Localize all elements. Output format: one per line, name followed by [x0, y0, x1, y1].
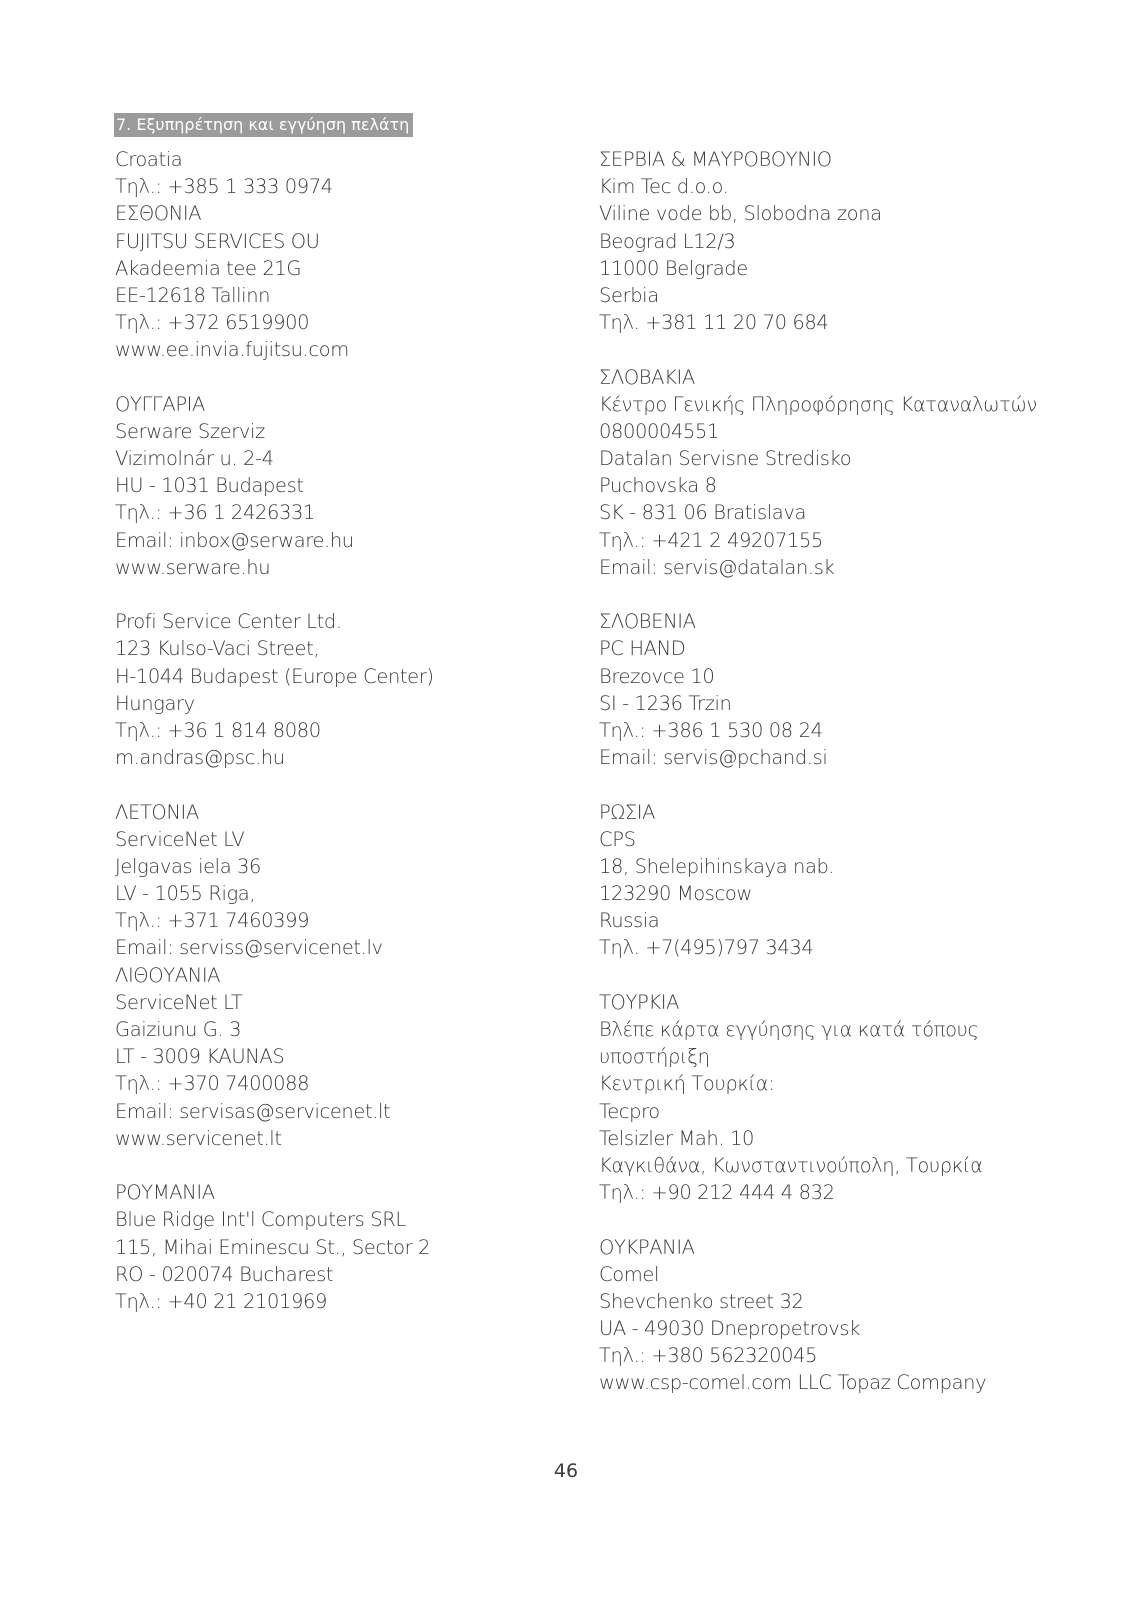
address-line: 18, Shelepihinskaya nab.	[599, 854, 835, 878]
address-line: Beograd L12/3	[599, 229, 736, 253]
address-line: ΟΥΓΓΑΡΙΑ	[115, 392, 205, 416]
address-line: HU - 1031 Budapest	[115, 474, 304, 498]
address-line: Puchovska 8	[599, 474, 717, 498]
address-line: Email: serviss@servicenet.lv	[115, 936, 383, 960]
address-line: Croatia	[115, 148, 183, 171]
spacer	[115, 771, 555, 798]
address-line: Kim Tec d.o.o.	[599, 175, 729, 199]
address-line: Email: inbox@serware.hu	[115, 528, 354, 552]
address-line: ΕΣΘΟΝΙΑ	[115, 202, 202, 226]
address-line: Τηλ.: +421 2 49207155	[599, 528, 823, 552]
address-line: ΡΟΥΜΑΝΙΑ	[115, 1181, 215, 1205]
address-line: Comel	[599, 1262, 659, 1286]
address-line: Τηλ.: +40 21 2101969	[115, 1289, 327, 1313]
address-line: Viline vode bb, Slobodna zona	[599, 202, 882, 226]
address-line: ΣΕΡΒΙΑ & ΜΑΥΡΟΒΟΥΝΙΟ	[599, 148, 832, 171]
spacer	[115, 1152, 555, 1179]
address-line: ServiceNet LV	[115, 827, 245, 851]
spacer	[115, 364, 555, 391]
spacer	[599, 581, 1079, 608]
address-line: www.servicenet.lt	[115, 1126, 282, 1150]
address-line: Τηλ. +381 11 20 70 684	[599, 311, 829, 335]
address-line: 115, Mihai Eminescu St., Sector 2	[115, 1235, 431, 1259]
address-line: Τηλ.: +371 7460399	[115, 909, 310, 933]
address-line: Email: servis@pchand.si	[599, 746, 828, 770]
address-line: SK - 831 06 Bratislava	[599, 501, 807, 525]
address-line: ServiceNet LT	[115, 990, 243, 1014]
address-line: ΛΕΤΟΝΙΑ	[115, 800, 199, 824]
address-line: RO - 020074 Bucharest	[115, 1262, 334, 1286]
address-line: H-1044 Budapest (Europe Center)	[115, 664, 434, 688]
address-line: Akadeemia tee 21G	[115, 256, 302, 280]
address-line: Brezovce 10	[599, 664, 715, 688]
address-line: ΣΛΟΒΕΝΙΑ	[599, 610, 696, 634]
address-line: www.ee.invia.fujitsu.com	[115, 338, 349, 362]
address-line: SI - 1236 Trzin	[599, 691, 732, 715]
address-line: UA - 49030 Dnepropetrovsk	[599, 1317, 861, 1341]
address-line: Τηλ.: +370 7400088	[115, 1072, 310, 1096]
address-line: Τηλ.: +380 562320045	[599, 1344, 818, 1368]
address-line: Datalan Servisne Stredisko	[599, 447, 852, 471]
address-line: 0800004551	[599, 419, 720, 443]
spacer	[599, 1206, 1079, 1233]
address-line: m.andras@psc.hu	[115, 746, 285, 770]
address-line: Russia	[599, 909, 660, 933]
address-line: Τηλ. +7(495)797 3434	[599, 936, 814, 960]
address-line: Hungary	[115, 691, 195, 715]
address-line: Βλέπε κάρτα εγγύησης για κατά τόπους	[599, 1018, 979, 1041]
address-line: EE-12618 Tallinn	[115, 283, 271, 307]
address-line: LV - 1055 Riga,	[115, 882, 256, 906]
address-line: Jelgavas iela 36	[115, 854, 262, 878]
address-line: Τηλ.: +36 1 814 8080	[115, 718, 321, 742]
left-column	[115, 146, 555, 1315]
address-line: Τηλ.: +386 1 530 08 24	[599, 718, 823, 742]
address-line: 11000 Belgrade	[599, 256, 748, 280]
address-line: Tecpro	[599, 1099, 660, 1123]
address-line: FUJITSU SERVICES OU	[115, 229, 320, 253]
address-line: Profi Service Center Ltd.	[115, 610, 342, 634]
address-line: Gaiziunu G. 3	[115, 1018, 242, 1041]
address-line: Κεντρική Τουρκία:	[599, 1072, 775, 1096]
address-line: Shevchenko street 32	[599, 1289, 804, 1313]
spacer	[599, 771, 1079, 798]
address-line: Καγκιθάνα, Κωνσταντινούπολη, Τουρκία	[599, 1153, 983, 1177]
address-line: LT - 3009 KAUNAS	[115, 1045, 285, 1069]
address-line: www.serware.hu	[115, 555, 271, 579]
address-line: 123 Kulso-Vaci Street,	[115, 637, 320, 661]
address-line: Vizimolnár u. 2-4	[115, 447, 274, 471]
address-line: CPS	[599, 827, 636, 851]
address-line: Telsizler Mah. 10	[599, 1126, 754, 1150]
address-line: υποστήριξη	[599, 1045, 710, 1069]
address-line: Email: servis@datalan.sk	[599, 555, 835, 579]
address-line: PC HAND	[599, 637, 686, 661]
section-header: 7. Εξυπηρέτηση και εγγύηση πελάτη	[114, 113, 413, 137]
address-line: Τηλ.: +385 1 333 0974	[115, 175, 333, 199]
address-line: Serbia	[599, 283, 659, 307]
address-line: ΣΛΟΒΑΚΙΑ	[599, 365, 695, 389]
spacer	[599, 962, 1079, 989]
address-line: Τηλ.: +90 212 444 4 832	[599, 1181, 835, 1205]
address-line: Serware Szerviz	[115, 419, 265, 443]
address-line: ΟΥΚΡΑΝΙΑ	[599, 1235, 695, 1259]
address-line: Email: servisas@servicenet.lt	[115, 1099, 391, 1123]
address-line: Τηλ.: +36 1 2426331	[115, 501, 315, 525]
spacer	[115, 581, 555, 608]
address-line: ΛΙΘΟΥΑΝΙΑ	[115, 963, 221, 987]
spacer	[599, 336, 1079, 363]
address-line: Κέντρο Γενικής Πληροφόρησης Καταναλωτών	[599, 392, 1037, 416]
page-number: 46	[553, 1460, 579, 1482]
address-line: www.csp-comel.com LLC Topaz Company	[599, 1371, 987, 1395]
address-line: ΤΟΥΡΚΙΑ	[599, 990, 680, 1014]
address-line: 123290 Moscow	[599, 882, 752, 906]
address-line: Blue Ridge Int'l Computers SRL	[115, 1208, 406, 1232]
address-line: ΡΩΣΙΑ	[599, 800, 656, 824]
right-column	[599, 146, 1079, 1397]
address-line: Τηλ.: +372 6519900	[115, 311, 310, 335]
